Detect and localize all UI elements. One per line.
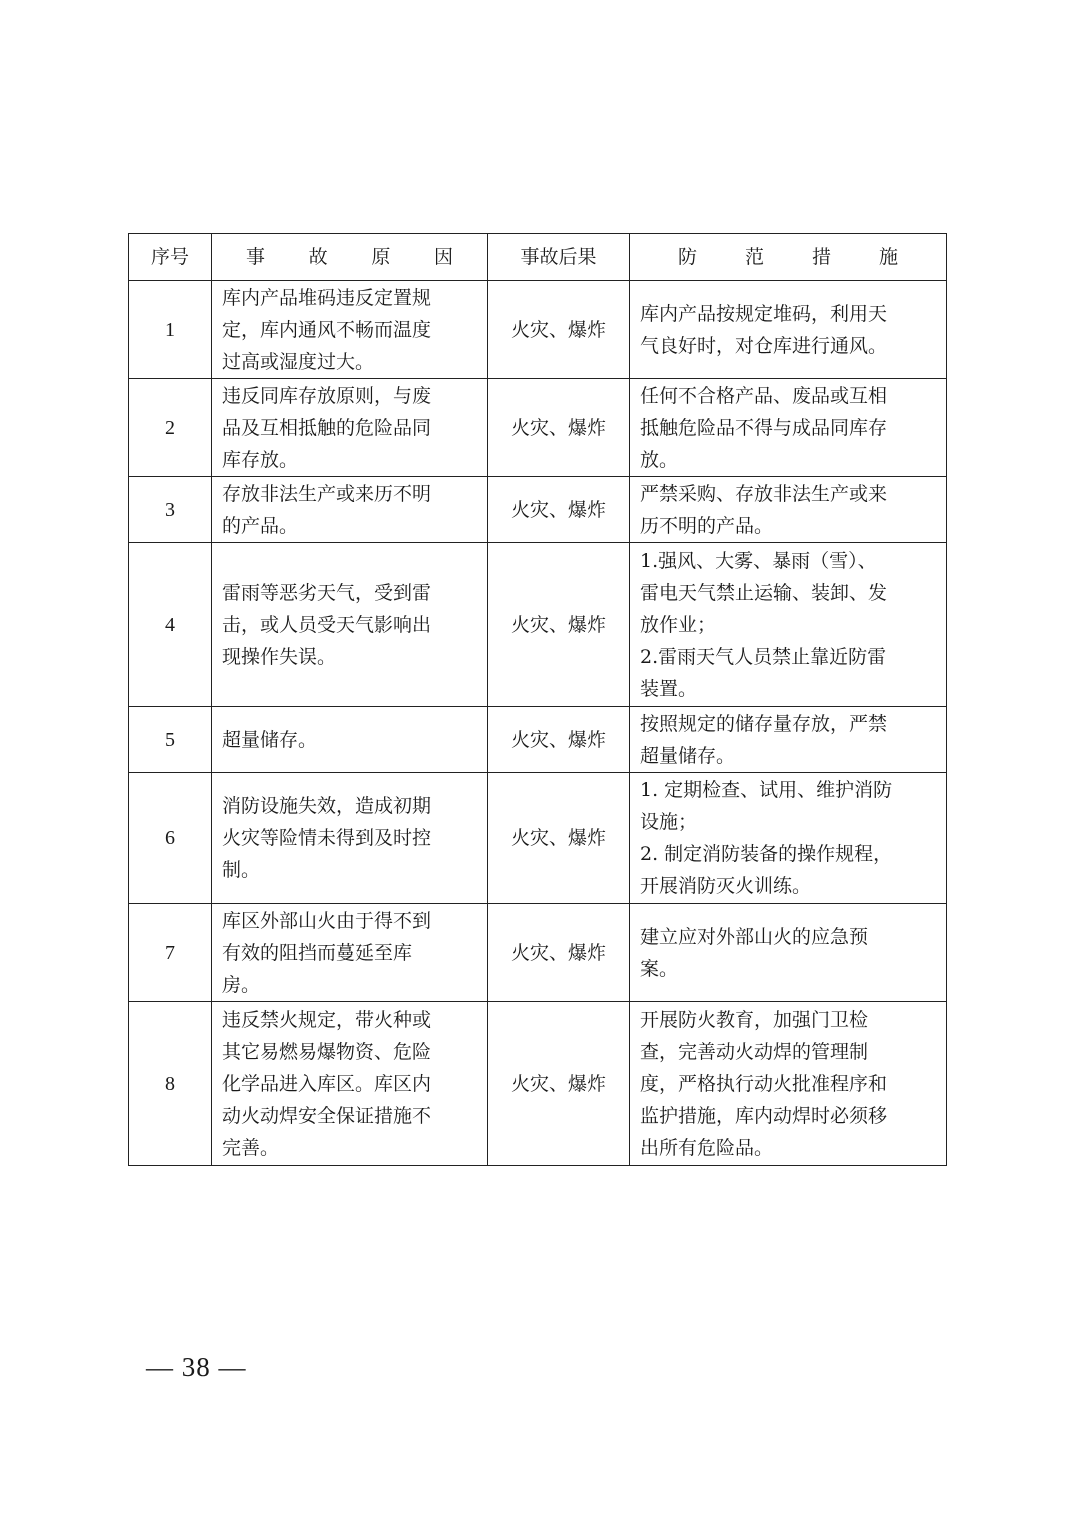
prevention-line: 开展消防灭火训练。 <box>640 875 812 897</box>
accident-cause <box>212 707 488 773</box>
accident-cause <box>212 543 488 707</box>
prevention-measure <box>630 1002 947 1166</box>
cause-line: 的产品。 <box>222 514 299 537</box>
header-prevention-char: 措 <box>811 246 831 268</box>
header-prevention-char: 施 <box>878 246 898 268</box>
header-cause-char: 事 <box>246 246 266 268</box>
accident-consequence: 火灾、爆炸 <box>488 543 630 707</box>
table-row <box>129 379 947 477</box>
cause-line: 消防设施失效，造成初期 <box>222 795 432 817</box>
prevention-measure <box>630 904 947 1002</box>
cause-line: 雷雨等恶劣天气，受到雷 <box>222 581 432 604</box>
table-row <box>129 773 947 904</box>
row-number: 3 <box>129 477 212 543</box>
prevention-line: 气良好时，对仓库进行通风。 <box>640 334 888 357</box>
accident-consequence: 火灾、爆炸 <box>488 1002 630 1166</box>
cause-line: 存放非法生产或来历不明 <box>222 482 432 505</box>
cause-line: 超量储存。 <box>222 728 318 751</box>
prevention-line: 任何不合格产品、废品或互相 <box>640 384 888 407</box>
header-cause <box>212 234 488 281</box>
prevention-line: 设施； <box>640 811 698 833</box>
row-number: 1 <box>129 281 212 379</box>
accident-cause <box>212 379 488 477</box>
table-row <box>129 707 947 773</box>
prevention-line: 按照规定的储存量存放，严禁 <box>640 712 888 735</box>
cause-line: 定，库内通风不畅而温度 <box>222 318 432 341</box>
page-number: — 38 — <box>146 1352 247 1382</box>
prevention-line: 监护措施，库内动焊时必须移 <box>640 1104 888 1127</box>
prevention-line: 1. 定期检查、试用、维护消防 <box>640 779 893 801</box>
cause-line: 火灾等险情未得到及时控 <box>222 827 432 849</box>
accident-consequence: 火灾、爆炸 <box>488 477 630 543</box>
prevention-line: 放作业； <box>640 613 717 636</box>
accident-cause <box>212 281 488 379</box>
prevention-measure <box>630 773 947 904</box>
prevention-line: 严禁采购、存放非法生产或来 <box>640 482 888 505</box>
cause-line: 化学品进入库区。库区内 <box>222 1072 432 1095</box>
prevention-measure <box>630 379 947 477</box>
table-row <box>129 904 947 1002</box>
header-cause-char: 原 <box>371 246 391 268</box>
prevention-line: 装置。 <box>640 677 698 700</box>
header-cause-char: 故 <box>308 246 328 268</box>
table-row <box>129 281 947 379</box>
cause-line: 违反禁火规定，带火种或 <box>222 1008 432 1031</box>
accident-consequence: 火灾、爆炸 <box>488 904 630 1002</box>
prevention-measure <box>630 543 947 707</box>
row-number: 5 <box>129 707 212 773</box>
accident-cause <box>212 773 488 904</box>
prevention-line: 开展防火教育，加强门卫检 <box>640 1008 869 1031</box>
prevention-line: 2. 制定消防装备的操作规程， <box>640 843 893 865</box>
cause-line: 有效的阻挡而蔓延至库 <box>222 941 413 964</box>
prevention-line: 抵触危险品不得与成品同库存 <box>640 416 888 439</box>
header-prevention <box>630 234 947 281</box>
cause-line: 品及互相抵触的危险品同 <box>222 416 432 439</box>
accident-cause <box>212 477 488 543</box>
prevention-line: 度，严格执行动火批准程序和 <box>640 1072 888 1095</box>
prevention-line: 建立应对外部山火的应急预 <box>640 925 869 948</box>
prevention-line: 超量储存。 <box>640 744 736 767</box>
accident-cause <box>212 1002 488 1166</box>
prevention-measure <box>630 707 947 773</box>
prevention-line: 雷电天气禁止运输、装卸、发 <box>640 581 888 604</box>
header-cause-char: 因 <box>433 246 453 268</box>
cause-line: 完善。 <box>222 1136 280 1159</box>
table-row <box>129 477 947 543</box>
accident-consequence: 火灾、爆炸 <box>488 773 630 904</box>
prevention-line: 案。 <box>640 957 679 980</box>
prevention-measure <box>630 477 947 543</box>
cause-line: 过高或湿度过大。 <box>222 350 375 373</box>
row-number: 4 <box>129 543 212 707</box>
cause-line: 其它易燃易爆物资、危险 <box>222 1040 432 1063</box>
cause-line: 违反同库存放原则，与废 <box>222 384 432 407</box>
cause-line: 库区外部山火由于得不到 <box>222 909 432 932</box>
cause-line: 库存放。 <box>222 448 299 471</box>
row-number: 7 <box>129 904 212 1002</box>
accident-consequence: 火灾、爆炸 <box>488 281 630 379</box>
prevention-line: 1.强风、大雾、暴雨（雪）、 <box>640 549 877 572</box>
header-prevention-char: 防 <box>678 246 698 268</box>
cause-line: 房。 <box>222 973 261 996</box>
risk-table <box>128 233 947 1166</box>
row-number: 8 <box>129 1002 212 1166</box>
header-prevention-char: 范 <box>744 246 764 268</box>
prevention-measure <box>630 281 947 379</box>
prevention-line: 2.雷雨天气人员禁止靠近防雷 <box>640 645 887 668</box>
cause-line: 击，或人员受天气影响出 <box>222 613 432 636</box>
table-row <box>129 543 947 707</box>
cause-line: 制。 <box>222 859 261 881</box>
prevention-line: 出所有危险品。 <box>640 1136 774 1159</box>
header-consequence: 事故后果 <box>488 234 630 281</box>
accident-consequence: 火灾、爆炸 <box>488 379 630 477</box>
cause-line: 现操作失误。 <box>222 645 337 668</box>
table-header-row <box>129 234 947 281</box>
header-no: 序号 <box>129 234 212 281</box>
prevention-line: 放。 <box>640 448 679 471</box>
table-row <box>129 1002 947 1166</box>
prevention-line: 查，完善动火动焊的管理制 <box>640 1040 869 1063</box>
prevention-line: 历不明的产品。 <box>640 514 774 537</box>
accident-consequence: 火灾、爆炸 <box>488 707 630 773</box>
prevention-line: 库内产品按规定堆码，利用天 <box>640 302 888 325</box>
accident-cause <box>212 904 488 1002</box>
row-number: 6 <box>129 773 212 904</box>
row-number: 2 <box>129 379 212 477</box>
cause-line: 库内产品堆码违反定置规 <box>222 286 432 309</box>
cause-line: 动火动焊安全保证措施不 <box>222 1104 432 1127</box>
